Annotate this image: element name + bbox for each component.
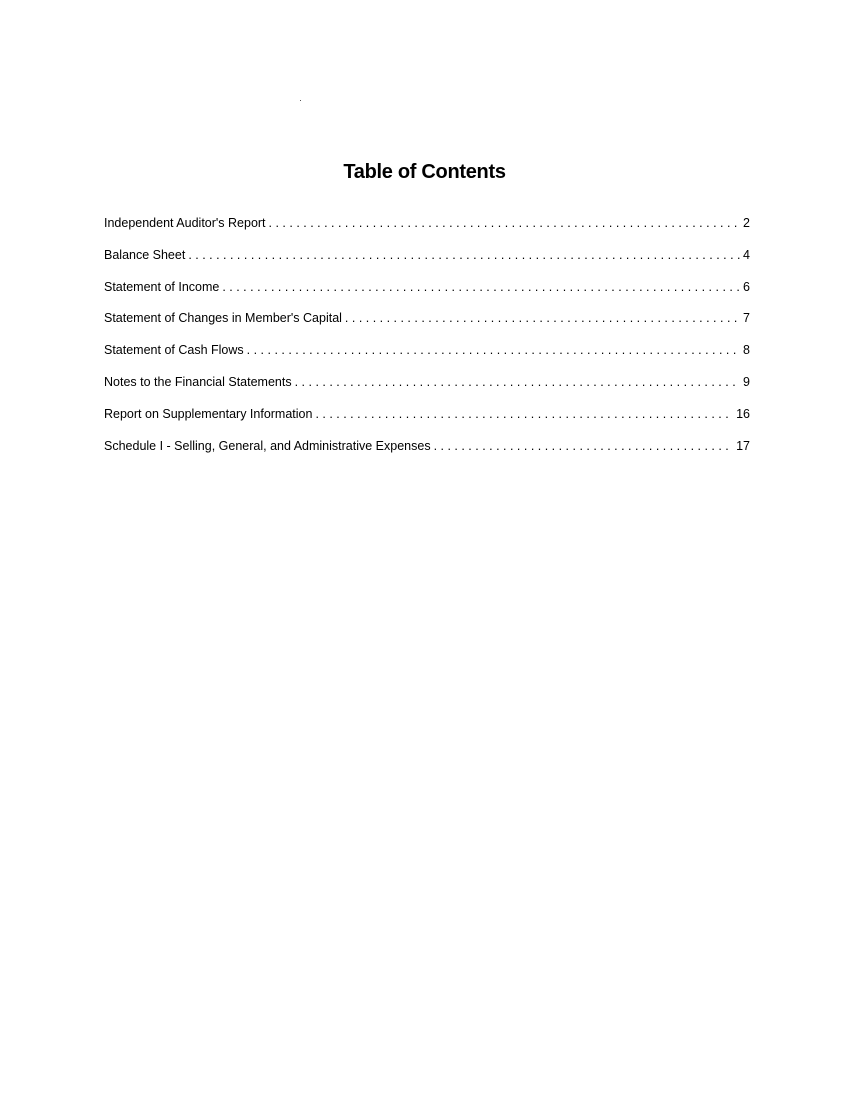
toc-entry[interactable] xyxy=(104,245,750,277)
toc-entry-label: Report on Supplementary Information xyxy=(104,406,313,421)
toc-entry[interactable] xyxy=(104,277,750,309)
toc-entry-page: 7 xyxy=(743,311,750,326)
toc-entry-label: Statement of Changes in Member's Capital xyxy=(104,311,342,326)
dot-leader xyxy=(188,245,740,265)
page-title: Table of Contents xyxy=(343,161,506,184)
toc-entry-page: 2 xyxy=(743,216,750,230)
toc-list xyxy=(104,213,750,467)
toc-entry-label: Independent Auditor's Report xyxy=(104,216,266,230)
toc-entry-page: 4 xyxy=(743,247,750,262)
toc-entry-page: 6 xyxy=(743,279,750,294)
toc-entry[interactable] xyxy=(104,308,750,340)
toc-entry-label: Schedule I - Selling, General, and Administrative Expenses xyxy=(104,438,431,453)
toc-entry[interactable] xyxy=(104,372,750,404)
dot-leader xyxy=(295,372,740,392)
dot-leader xyxy=(434,436,734,456)
stray-mark xyxy=(300,100,301,101)
toc-entry-label: Balance Sheet xyxy=(104,247,186,262)
dot-leader xyxy=(222,277,740,297)
dot-leader xyxy=(315,404,733,424)
toc-entry-label: Notes to the Financial Statements xyxy=(104,374,292,389)
toc-entry-page: 16 xyxy=(736,406,750,421)
toc-entry-label: Statement of Cash Flows xyxy=(104,343,244,358)
toc-entry[interactable] xyxy=(104,213,750,245)
toc-entry[interactable] xyxy=(104,340,750,372)
dot-leader xyxy=(269,213,741,233)
toc-entry-page: 8 xyxy=(743,343,750,358)
toc-entry-page: 9 xyxy=(743,374,750,389)
toc-entry[interactable] xyxy=(104,436,750,468)
dot-leader xyxy=(345,308,740,328)
toc-entry-label: Statement of Income xyxy=(104,279,220,294)
toc-entry-page: 17 xyxy=(736,438,750,453)
toc-entry[interactable] xyxy=(104,404,750,436)
dot-leader xyxy=(247,340,740,360)
